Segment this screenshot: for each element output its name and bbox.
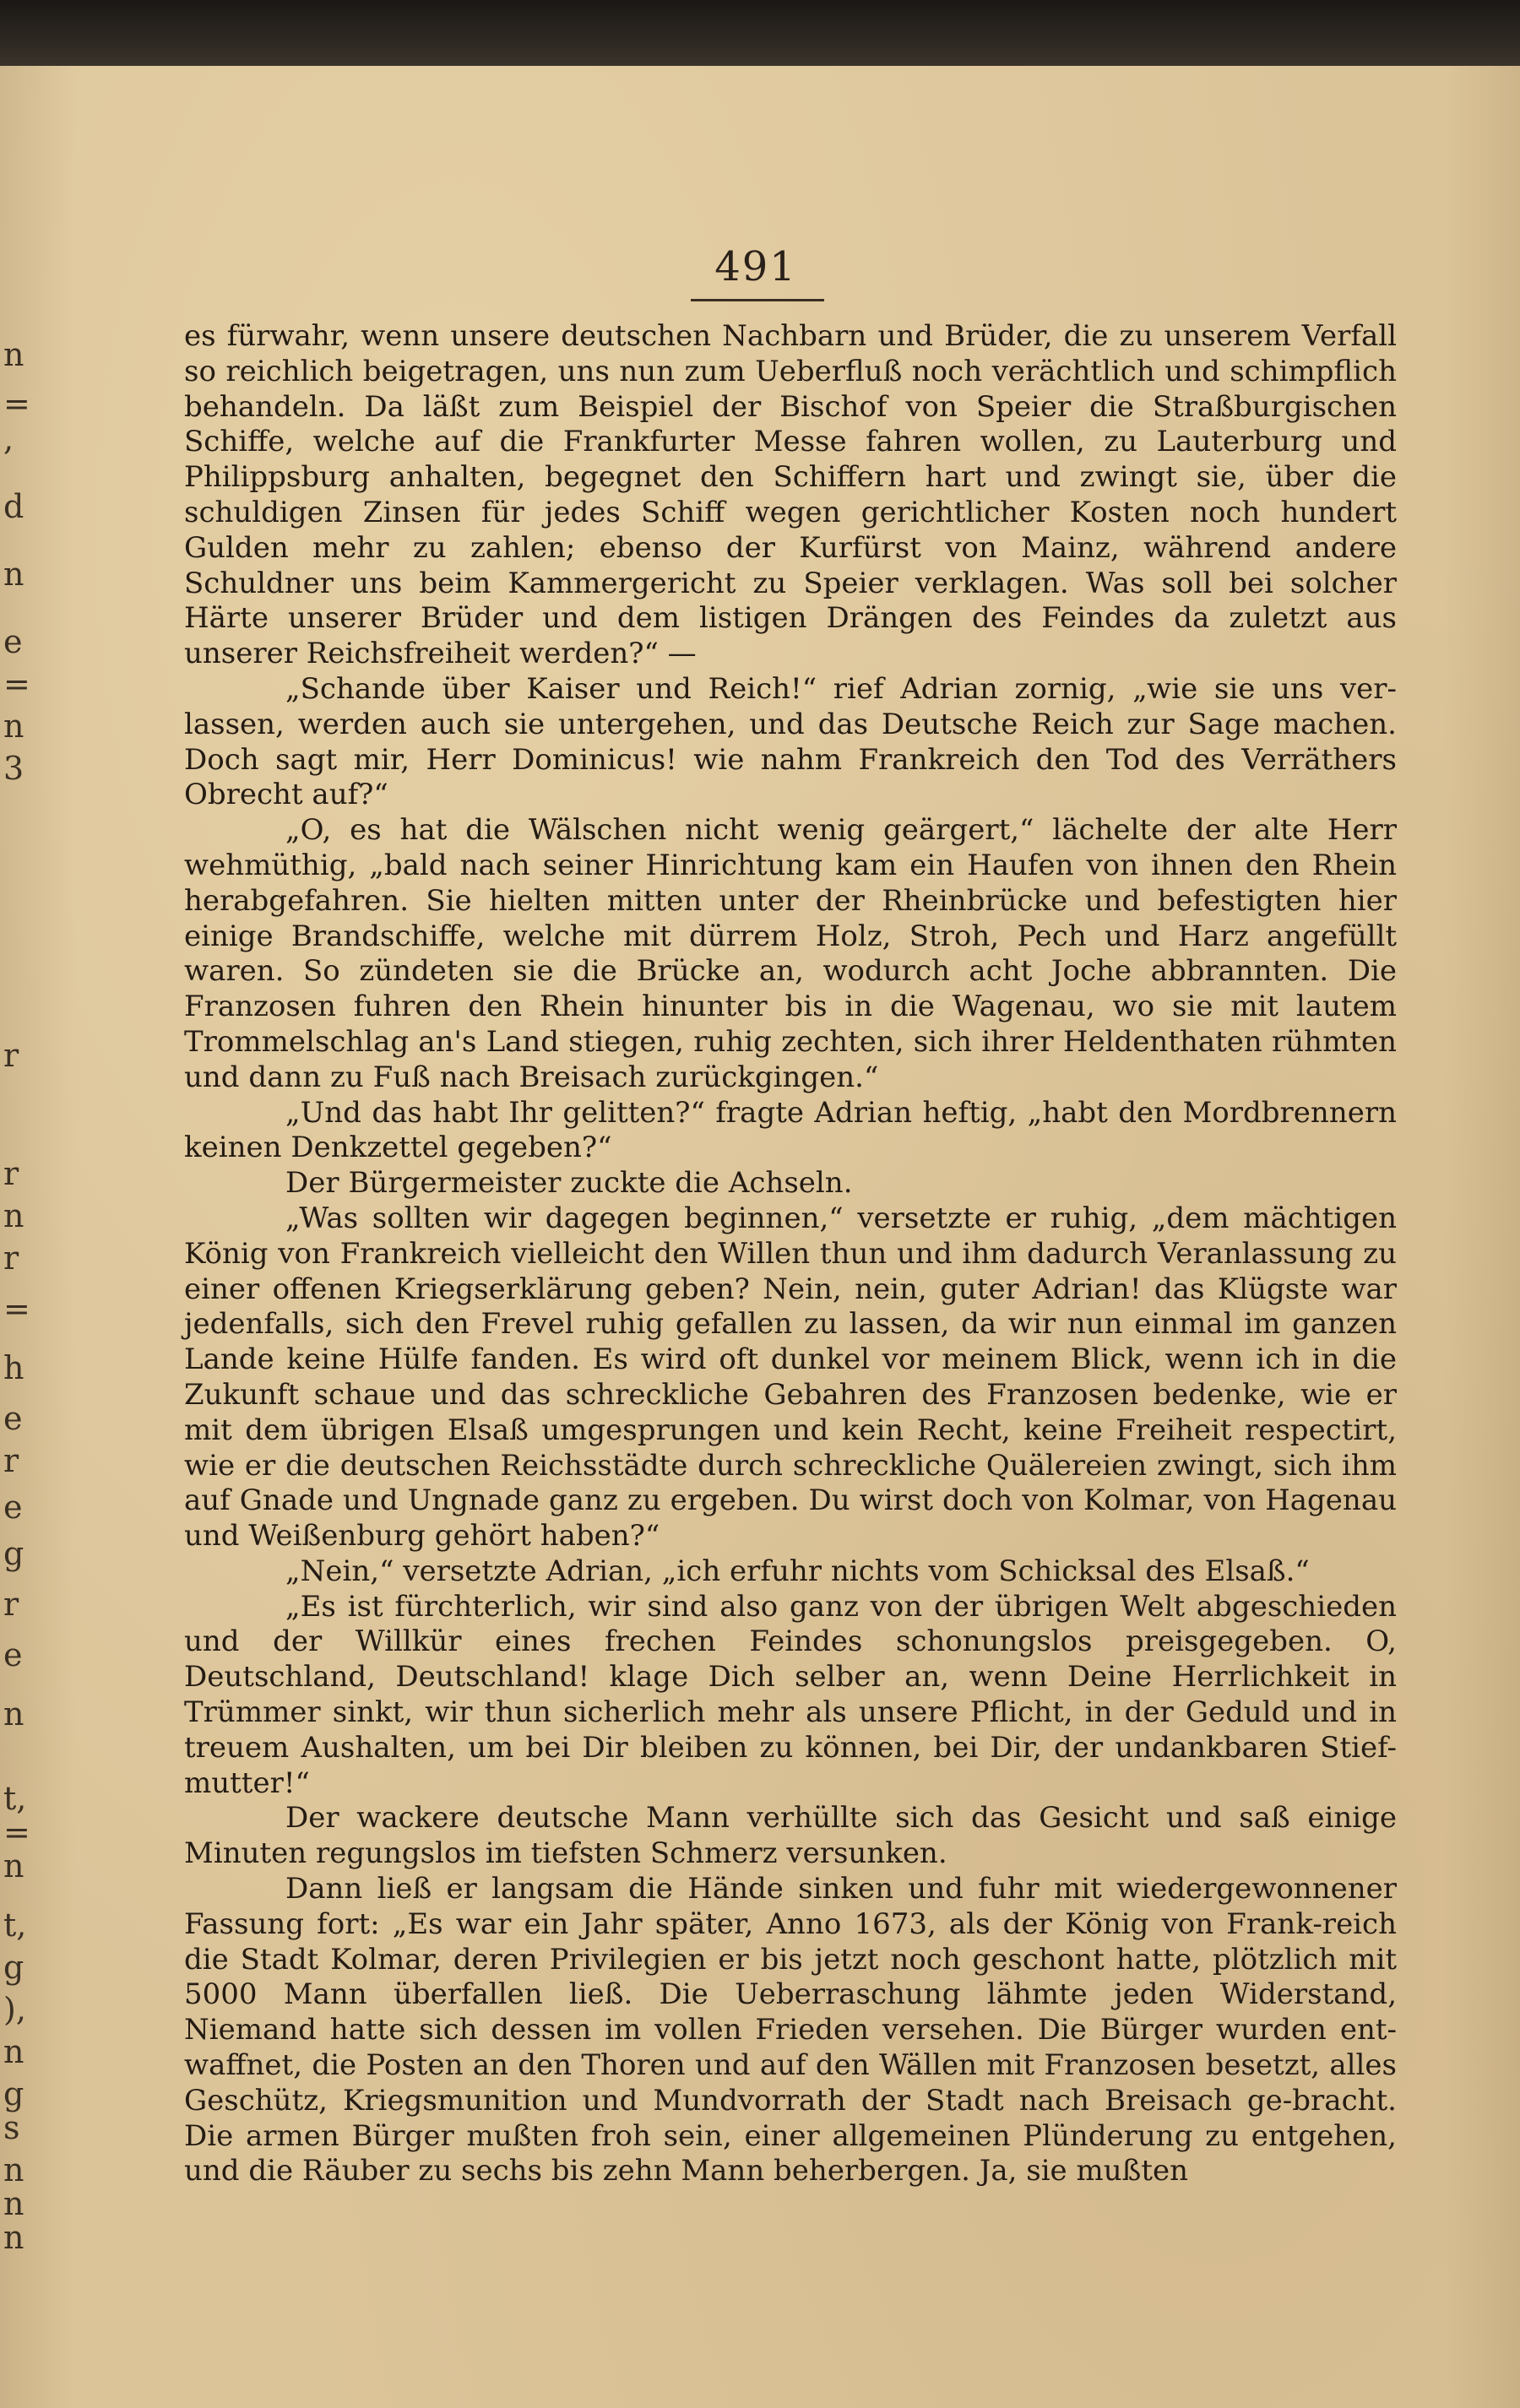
bleed-char: n bbox=[3, 708, 24, 745]
bleed-char: n bbox=[3, 556, 24, 593]
bleed-char: 3 bbox=[3, 750, 24, 787]
bleed-char: t, bbox=[3, 1906, 27, 1944]
bleed-char: s bbox=[3, 2109, 20, 2146]
bleed-char: t, bbox=[3, 1780, 27, 1817]
bleed-char: r bbox=[3, 1586, 19, 1623]
bleed-char: d bbox=[3, 488, 24, 525]
paragraph: „Es ist fürchterlich, wir sind also ganz von der übrigen Welt abgeschieden und der Willkür eines frechen Feindes schonungslos preisgegeben. O, Deutschland, Deutschland! klage Dich selber an, wenn Deine Herrlichkeit in Trümmer sinkt, wir thun sicherlich mehr als unsere Pflicht, in der Geduld und in treuem Aushalten, um bei Dir bleiben zu können, bei Dir, der undankbaren Stief-mutter!“ bbox=[184, 1589, 1397, 1800]
bleed-char: = bbox=[3, 1814, 30, 1851]
bleed-char: r bbox=[3, 1155, 19, 1192]
bleed-char: n bbox=[3, 1197, 24, 1234]
bleed-char: r bbox=[3, 1442, 19, 1479]
page-number: 491 bbox=[714, 243, 797, 290]
bleed-char: g bbox=[3, 1535, 24, 1572]
bleed-char: e bbox=[3, 1400, 23, 1437]
paragraph: „Schande über Kaiser und Reich!“ rief Adrian zornig, „wie sie uns ver-lassen, werden auch sie untergehen, und das Deutsche Reich zur Sage machen. Doch sagt mir, Herr Dominicus! wie nahm Frankreich den Tod des Verräthers Obrecht auf?“ bbox=[184, 671, 1397, 812]
bleed-char: n bbox=[3, 1695, 24, 1733]
bleed-char: = bbox=[3, 665, 30, 702]
bleed-char: = bbox=[3, 1290, 30, 1327]
bleed-char: r bbox=[3, 1037, 19, 1074]
bleed-char: h bbox=[3, 1349, 24, 1386]
paragraph: Der wackere deutsche Mann verhüllte sich das Gesicht und saß einige Minuten regungslos im tiefsten Schmerz versunken. bbox=[184, 1801, 1397, 1871]
bleed-char: n bbox=[3, 2033, 24, 2070]
paragraph: Der Bürgermeister zuckte die Achseln. bbox=[285, 1166, 853, 1201]
bleed-char: n bbox=[3, 2151, 24, 2188]
bleed-char: n bbox=[3, 336, 24, 373]
paragraph: „Was sollten wir dagegen beginnen,“ versetzte er ruhig, „dem mächtigen König von Frankreich vielleicht den Willen thun und ihm dadurch Veranlassung zu einer offenen Kriegserklärung geben? Nein, nein, guter Adrian! das Klügste war jedenfalls, sich den Frevel ruhig gefallen zu lassen, da wir nun einmal im ganzen Lande keine Hülfe fanden. Es wird oft dunkel vor meinem Blick, wenn ich in die Zukunft schaue und das schreckliche Gebahren des Franzosen bedenke, wie er mit dem übrigen Elsaß umgesprungen und kein Recht, keine Freiheit respectirt, wie er die deutschen Reichsstädte durch schreckliche Quälereien zwingt, sich ihm auf Gnade und Ungnade ganz zu ergeben. Du wirst doch von Kolmar, von Hagenau und Weißenburg gehört haben?“ bbox=[184, 1201, 1397, 1554]
bleed-char: g bbox=[3, 1949, 24, 1986]
paragraph: „Nein,“ versetzte Adrian, „ich erfuhr nichts vom Schicksal des Elsaß.“ bbox=[285, 1554, 1310, 1588]
paragraph: „O, es hat die Wälschen nicht wenig geärgert,“ lächelte der alte Herr wehmüthig, „bald nach seiner Hinrichtung kam ein Haufen von ihnen den Rhein herabgefahren. Sie hielten mitten unter der Rheinbrücke und befestigten hier einige Brandschiffe, welche mit dürrem Holz, Stroh, Pech und Harz angefüllt waren. So zündeten sie die Brücke an, wodurch acht Joche abbrannten. Die Franzosen fuhren den Rhein hinunter bis in die Wagenau, wo sie mit lautem Trommelschlag an's Land stiegen, ruhig zechten, sich ihrer Heldenthaten rühmten und dann zu Fuß nach Breisach zurückgingen.“ bbox=[184, 813, 1397, 1094]
bleed-char: e bbox=[3, 1489, 23, 1526]
bleed-char: n bbox=[3, 2219, 24, 2256]
bleed-char: e bbox=[3, 623, 23, 660]
bleed-char: e bbox=[3, 1636, 23, 1673]
paragraph: „Und das habt Ihr gelitten?“ fragte Adrian heftig, „habt den Mordbrennern keinen Denkzettel gegeben?“ bbox=[184, 1095, 1397, 1165]
paragraph: es fürwahr, wenn unsere deutschen Nachbarn und Brüder, die zu unserem Verfall so reichlich beigetragen, uns nun zum Ueberfluß noch verächtlich und schimpflich behandeln. Da läßt zum Beispiel der Bischof von Speier die Straßburgischen Schiffe, welche auf die Frankfurter Messe fahren wollen, zu Lauterburg und Philippsburg anhalten, begegnet den Schiffern hart und zwingt sie, über die schuldigen Zinsen für jedes Schiff wegen gerichtlicher Kosten noch hundert Gulden mehr zu zahlen; ebenso der Kurfürst von Mainz, während andere Schuldner uns beim Kammergericht zu Speier verklagen. Was soll bei solcher Härte unserer Brüder und dem listigen Drängen des Feindes da zuletzt aus unserer Reichsfreiheit werden?“ — bbox=[184, 319, 1397, 671]
bleed-char: , bbox=[3, 420, 14, 458]
facing-page-bleed bbox=[0, 311, 66, 2256]
bleed-char: g bbox=[3, 2075, 24, 2112]
bleed-char: n bbox=[3, 2185, 24, 2222]
bleed-char: n bbox=[3, 1847, 24, 1885]
page-number-rule bbox=[691, 299, 824, 301]
bleed-char: = bbox=[3, 385, 30, 422]
book-page bbox=[0, 66, 1520, 2408]
bleed-char: ), bbox=[3, 1991, 26, 2028]
body-text bbox=[184, 319, 1397, 2189]
paragraph: Dann ließ er langsam die Hände sinken und fuhr mit wiedergewonnener Fassung fort: „Es war ein Jahr später, Anno 1673, als der König von Frank-reich die Stadt Kolmar, deren Privilegien er bis jetzt noch geschont hatte, plötzlich mit 5000 Mann überfallen ließ. Die Ueberraschung lähmte jeden Widerstand, Niemand hatte sich dessen im vollen Frieden versehen. Die Bürger wurden ent-waffnet, die Posten an den Thoren und auf den Wällen mit Franzosen besetzt, alles Geschütz, Kriegsmunition und Mundvorrath der Stadt nach Breisach ge-bracht. Die armen Bürger mußten froh sein, einer allgemeinen Plünderung zu entgehen, und die Räuber zu sechs bis zehn Mann beherbergen. Ja, sie mußten bbox=[184, 1872, 1397, 2188]
bleed-char: r bbox=[3, 1239, 19, 1277]
scan-top-edge bbox=[0, 0, 1520, 68]
